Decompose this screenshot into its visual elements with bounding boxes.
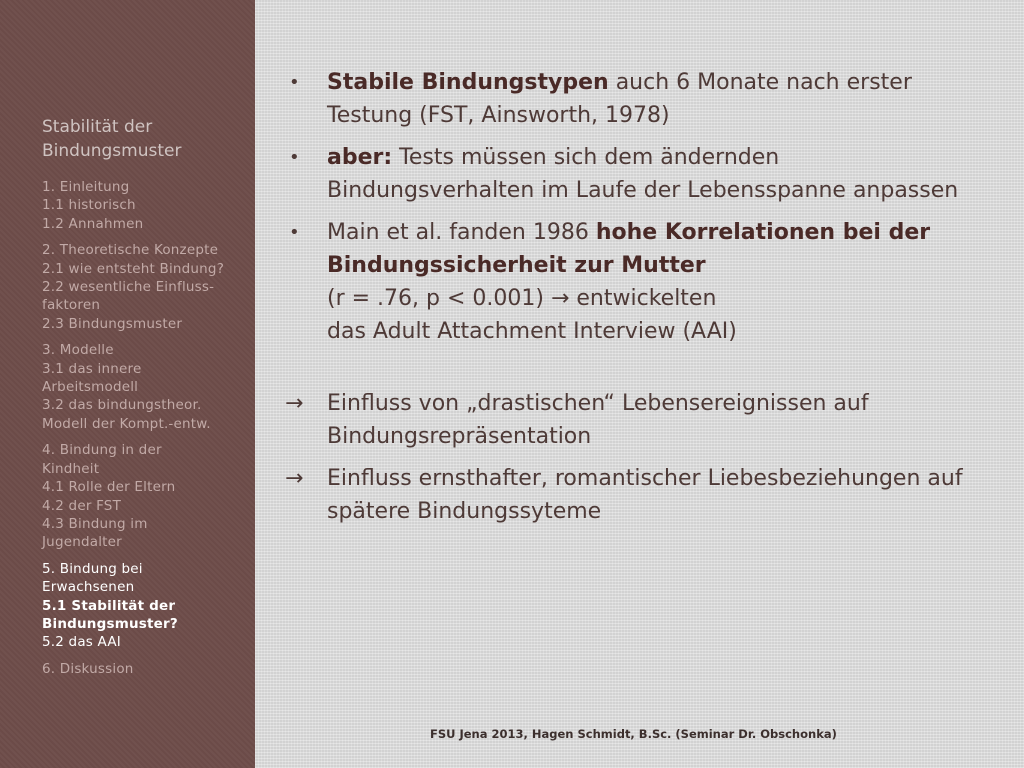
nav-item: 2.3 Bindungsmuster <box>42 315 183 332</box>
nav-item: 5. Bindung bei <box>42 560 143 577</box>
nav-item: Modell der Kompt.-entw. <box>42 415 211 432</box>
nav-group-kindheit <box>42 441 252 551</box>
nav-item: 3. Modelle <box>42 342 114 359</box>
bullet-bold-text: Stabile Bindungstypen <box>327 70 609 95</box>
arrow-right-icon: → <box>550 286 570 311</box>
arrow-right-icon: → <box>285 466 304 491</box>
bullet-aber <box>285 141 985 207</box>
nav-item: 4.2 der FST <box>42 497 122 514</box>
nav-group-einleitung <box>42 178 252 233</box>
nav-item-current: 5.1 Stabilität der <box>42 597 176 614</box>
arrow-right-icon: → <box>285 391 304 416</box>
arrow-item-drastische-ereignisse <box>285 387 985 453</box>
nav-item: 2.1 wie entsteht Bindung? <box>42 260 225 277</box>
nav-group-erwachsene-current <box>42 560 252 652</box>
nav-group-modelle <box>42 341 252 433</box>
nav-item: 4.1 Rolle der Eltern <box>42 479 176 496</box>
nav-item: 1. Einleitung <box>42 179 130 195</box>
nav-item: 2. Theoretische Konzepte <box>42 242 219 259</box>
bullet-bold-text: hohe Korrelationen bei der Bindungssicherheit zur Mutter <box>327 220 931 278</box>
sidebar-title <box>42 115 247 163</box>
nav-item: 3.1 das innere <box>42 360 142 377</box>
arrow-item-text: Einfluss ernsthafter, romantischer Liebesbeziehungen auf spätere Bindungssyteme <box>327 466 963 524</box>
bullet-stat-text: (r = .76, p < 0.001) <box>327 286 551 311</box>
nav-item: 6. Diskussion <box>42 660 134 677</box>
sidebar-title-line: Stabilität der <box>42 117 153 137</box>
nav-item: Erwachsenen <box>42 579 135 596</box>
bullet-text: entwickelten <box>569 286 717 311</box>
nav-item: Arbeitsmodell <box>42 379 139 396</box>
bullet-text: das Adult Attachment Interview (AAI) <box>327 319 737 344</box>
sidebar-title-line: Bindungsmuster <box>42 141 182 161</box>
bullet-main-et-al <box>285 216 985 348</box>
nav-item: Kindheit <box>42 460 100 477</box>
nav-item: 5.2 das AAI <box>42 634 121 651</box>
slide-footer: FSU Jena 2013, Hagen Schmidt, B.Sc. (Seminar Dr. Obschonka) <box>430 727 837 741</box>
nav-group-konzepte <box>42 241 252 333</box>
bullet-text: Main et al. fanden 1986 <box>327 220 596 245</box>
nav-item: 4.3 Bindung im <box>42 515 148 532</box>
slide-content <box>285 66 985 537</box>
bullet-stabile-bindungstypen <box>285 66 985 132</box>
nav-item: 1.1 historisch <box>42 197 136 214</box>
outline-nav <box>42 178 252 686</box>
nav-item: 1.2 Annahmen <box>42 215 144 232</box>
bullet-bold-text: aber: <box>327 145 393 170</box>
spacer <box>285 357 985 387</box>
bullet-dot-icon: • <box>289 222 300 243</box>
sidebar <box>0 0 255 768</box>
arrow-item-text: Einfluss von „drastischen“ Lebensereignissen auf Bindungsrepräsentation <box>327 391 869 449</box>
bullet-text: Tests müssen sich dem ändernden Bindungsverhalten im Laufe der Lebensspanne anpassen <box>327 145 959 203</box>
nav-item-current: Bindungsmuster? <box>42 615 178 632</box>
bullet-text: auch 6 Monate nach erster Testung (FST, Ainsworth, 1978) <box>327 70 912 128</box>
nav-item: 4. Bindung in der <box>42 442 162 459</box>
nav-group-diskussion <box>42 660 252 678</box>
nav-item: Jugendalter <box>42 534 122 551</box>
bullet-dot-icon: • <box>289 72 300 93</box>
nav-item: faktoren <box>42 297 101 314</box>
nav-item: 2.2 wesentliche Einfluss- <box>42 279 215 296</box>
nav-item: 3.2 das bindungstheor. <box>42 397 202 414</box>
arrow-item-romantische-beziehungen <box>285 462 985 528</box>
bullet-dot-icon: • <box>289 147 300 168</box>
